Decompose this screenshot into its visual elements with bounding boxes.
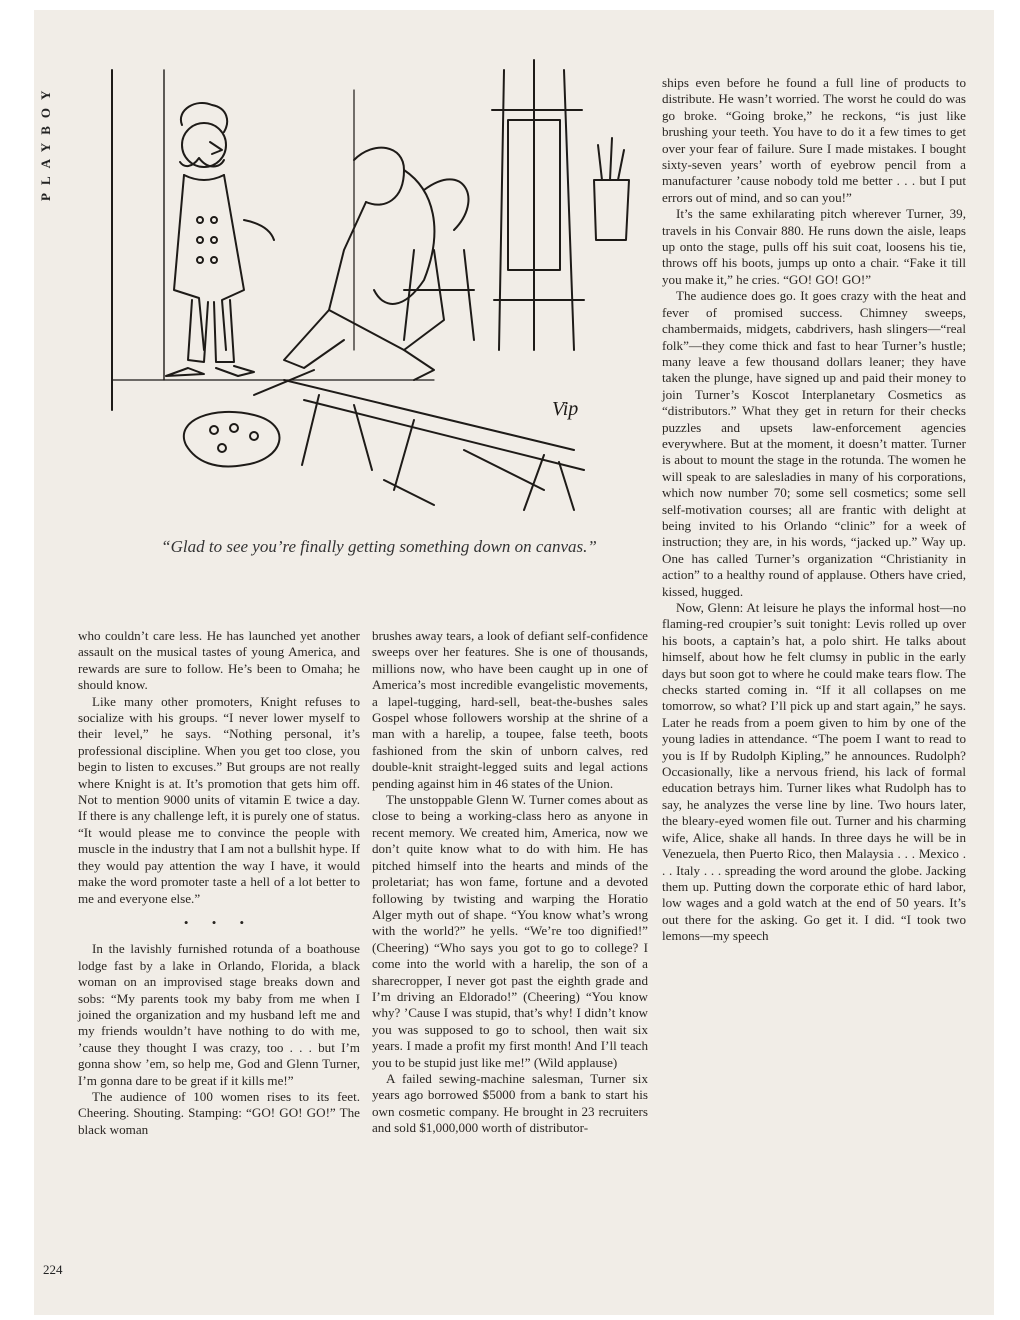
paragraph: who couldn’t care less. He has launched yet another assault on the musical tastes of young America, and rewards are sure to follow. He’s been to Omaha; he should know.	[78, 628, 360, 693]
paragraph: brushes away tears, a look of defiant self-confidence sweeps over her features. She is one of thousands, millions now, who have been caught up in one of America’s most incredible evangelistic movements, a lapel-tugging, hard-sell, beat-the-bushes sales Gospel whose followers worship at the shrine of a man with a harelip, a toupee, false teeth, boots fashioned from the skin of unborn calves, red double-knit straight-legged suits and legal actions pending against him in 46 states of the Union.	[372, 628, 648, 791]
cartoon-illustration	[104, 50, 634, 520]
column-middle	[372, 628, 648, 1137]
masthead: PLAYBOY	[38, 82, 53, 202]
paragraph: The audience does go. It goes crazy with the heat and fever of promised success. Chimney sweeps, chambermaids, midgets, cabdrivers, hash slingers—“real folk”—they come thick and fast to hear Turner’s hustle; many leave a few thousand dollars leaner; they have taken the plunge, have signed up and paid their money to join Turner’s Koscot Interplanetary Cosmetics as “distributors.” What they get in return for their checks puzzles and upsets law-enforcement agencies everywhere. But at the moment, it doesn’t matter. Turner is about to mount the stage in the rotunda. The women he will speak to are salesladies in many of his corporations, which now number 70; some sell cosmetics; some sell self-motivation courses; all are frantic with delight at being invited to his Orlando “clinic” for a week of instruction; they are, in his words, “jacked up.” Way up. One has called Turner’s organization “Christianity in action” to a healthy round of applause. Others have cried, kissed, hugged.	[662, 288, 966, 599]
column-right	[662, 75, 966, 945]
paragraph: In the lavishly furnished rotunda of a boathouse lodge fast by a lake in Orlando, Florida, a black woman on an improvised stage breaks down and sobs: “My parents took my baby from me when I joined the organization and my husband left me and my friends wouldn’t have nothing to do with me, ’cause they thought I was crazy, too . . . but I’m gonna show ’em, so help me, God and Glenn Turner, I’m gonna dare to be great if it kills me!”	[78, 941, 360, 1088]
paragraph: Like many other promoters, Knight refuses to socialize with his groups. “I never lower myself to their level,” he says. “Nothing personal, it’s professional discipline. When you get too close, you begin to listen to excuses.” But groups are not really where Knight is at. It’s promotion that gets him off. Not to mention 9000 units of vitamin E twice a day. If there is any challenge left, it is purely one of status. “It would please me to convince the people with muscle in the industry that I am not a bullshit hype. If they would pay attention the way I have, it would make the word promoter taste a hell of a lot better to me and everyone else.”	[78, 693, 360, 906]
paragraph: ships even before he found a full line of products to distribute. He wasn’t worried. The worst he could do was go broke. “Going broke,” he reckons, “is just like brushing your teeth. You have to do it a few times to get over your fear of failure. Sure I made mistakes. I bought sixty-seven years’ worth of eyebrow pencil from a manufacturer ’cause nobody told me better . . . but I put errors out of mind, and so can you!”	[662, 75, 966, 205]
cartoonist-signature: Vip	[552, 398, 579, 420]
column-left	[78, 628, 360, 1138]
page-number: 224	[43, 1262, 63, 1277]
paragraph: The audience of 100 women rises to its feet. Cheering. Shouting. Stamping: “GO! GO! GO!” The black woman	[78, 1088, 360, 1137]
paragraph: It’s the same exhilarating pitch wherever Turner, 39, travels in his Convair 880. He runs down the aisle, leaps up onto the stage, pulls off his suit coat, loosens his tie, throws off his boots, jumps up onto a chair. “Fake it till you make it,” he cries. “GO! GO! GO!”	[662, 206, 966, 287]
paragraph: The unstoppable Glenn W. Turner comes about as close to being a working-class hero as anyone in recent memory. We created him, America, now we don’t quite know what to do with him. He has pitched himself into the hearts and minds of the proletariat; has won fame, fortune and a devoted following by twisting and warping the Horatio Alger myth out of shape. “You know what’s wrong with the world?” he yells. “We’re too dignified!” (Cheering) “Who says you got to go to college? I come into the world with a harelip, the son of a sharecropper, I never got past the eighth grade and I’m driving an Eldorado!” (Cheering) “You know why? ’Cause I was stupid, that’s why! I didn’t know you was supposed to go to school, then wait six years. I made a profit my first month! And I’ll teach you to be stupid just like me!” (Wild applause)	[372, 792, 648, 1070]
section-break: • • •	[183, 914, 255, 930]
paragraph: Now, Glenn: At leisure he plays the informal host—no flaming-red croupier’s suit tonight: Levis rolled up over his boots, a captain’s hat, a polo shirt. He talks about himself, about how he felt clumsy in public in the early days but soon got to where he could make tears flow. The checks started coming in. “If it all collapses on me tomorrow, so what? I’ll pick up and start again,” he says. Later he reads from a poem given to him by one of the young ladies in attendance. “The poem I want to read to you is If by Rudolph Kipling,” he announces. Rudolph? Occasionally, like a nervous friend, his lack of formal education betrays him. Turner likes what Rudolph has to say, he analyzes the verse line by line. Two hours later, the bleary-eyed women file out. Turner and his charming wife, Alice, shake all hands. In three days he will be in Venezuela, then Puerto Rico, then Malaysia . . . Mexico . . . Italy . . . spreading the word around the globe. Jacking them up. Putting down the corporate ethic of hard labor, low wages and a gold watch at the end of 50 years. It’s out there for the asking. Go get it. I did. “I took two lemons—my speech	[662, 600, 966, 944]
cartoon-caption: “Glad to see you’re finally getting something down on canvas.”	[161, 537, 597, 556]
magazine-page	[34, 10, 994, 1315]
paragraph: A failed sewing-machine salesman, Turner six years ago borrowed $5000 from a bank to start his own cosmetic company. He brought in 23 recruiters and sold $1,000,000 worth of distributor-	[372, 1070, 648, 1136]
